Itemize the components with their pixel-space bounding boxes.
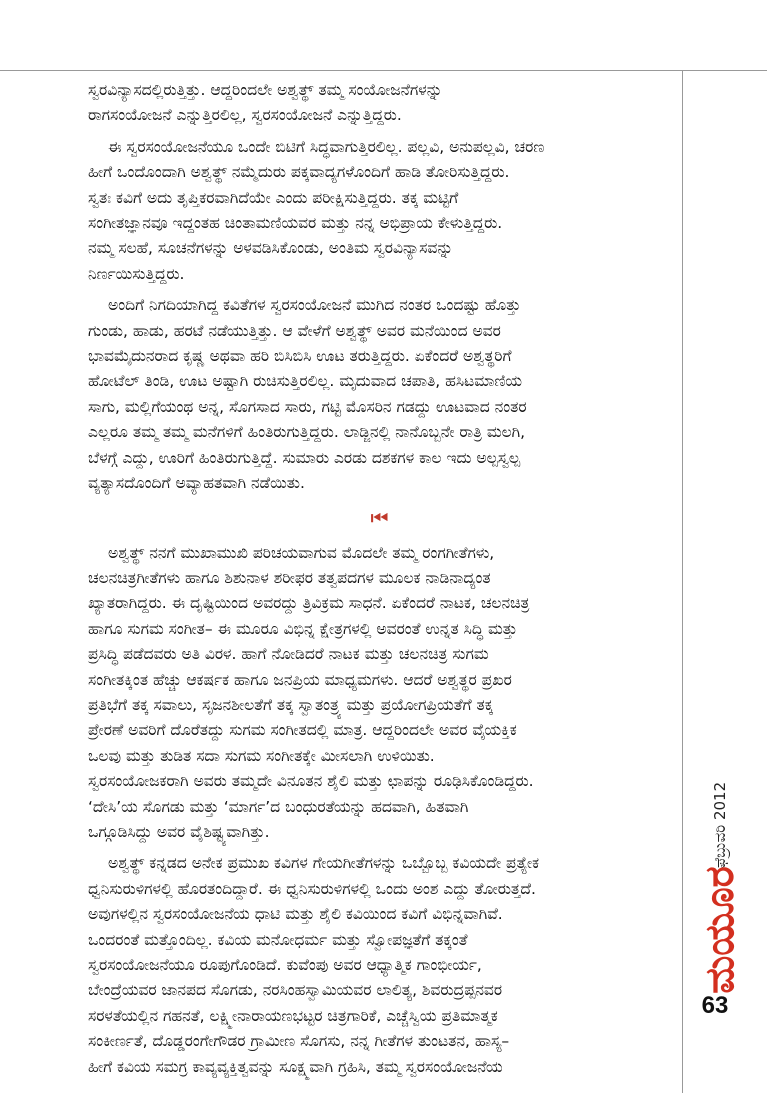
issue-label-text: ಫೆಬ್ರುವರಿ 2012 <box>711 781 730 869</box>
page-number: 63 <box>701 992 729 1019</box>
line: ನಮ್ಮ ಸಲಹೆ, ಸೂಚನೆಗಳನ್ನು ಅಳವಡಿಸಿಕೊಂಡು, ಅಂತಿಮ ಸ್ವರವಿನ್ಯಾಸವನ್ನು <box>88 239 453 258</box>
line: ಗುಂಡು, ಹಾಡು, ಹರಟೆ ನಡೆಯುತ್ತಿತ್ತು. ಆ ವೇಳೆಗೆ ಅಶ್ವತ್ಥ್ ಅವರ ಮನೆಯಿಂದ ಅವರ <box>88 321 501 340</box>
line: ಧ್ವನಿಸುರುಳಿಗಳಲ್ಲಿ ಹೊರತಂದಿದ್ದಾರೆ. ಈ ಧ್ವನಿಸುರುಳಿಗಳಲ್ಲಿ ಒಂದು ಅಂಶ ಎದ್ದು ತೋರುತ್ತದೆ. <box>88 879 536 898</box>
paragraph-1 <box>88 78 668 129</box>
line: ಅಶ್ವತ್ಥ್ ಕನ್ನಡದ ಅನೇಕ ಪ್ರಮುಖ ಕವಿಗಳ ಗೇಯಗೀತೆಗಳನ್ನು ಒಬ್ಬೊಬ್ಬ ಕವಿಯದೇ ಪ್ರತ್ಯೇಕ <box>108 854 540 873</box>
paragraph-5 <box>88 851 668 1080</box>
paragraph-2 <box>88 135 668 287</box>
line: ಹಾಗೂ ಸುಗಮ ಸಂಗೀತ– ಈ ಮೂರೂ ವಿಭಿನ್ನ ಕ್ಷೇತ್ರಗಳಲ್ಲಿ ಅವರಂತೆ ಉನ್ನತ ಸಿದ್ಧಿ ಮತ್ತು <box>88 619 518 638</box>
line: ಅವುಗಳಲ್ಲಿನ ಸ್ವರಸಂಯೋಜನೆಯ ಧಾಟಿ ಮತ್ತು ಶೈಲಿ ಕವಿಯಿಂದ ಕವಿಗೆ ವಿಭಿನ್ನವಾಗಿವೆ. <box>88 905 503 924</box>
line: ಹೋಟೆಲ್ ತಿಂಡಿ, ಊಟ ಅಷ್ಟಾಗಿ ರುಚಿಸುತ್ತಿರಲಿಲ್ಲ. ಮೃದುವಾದ ಚಪಾತಿ, ಹಸಿಟಮಾಣಿಯ <box>88 372 523 391</box>
paragraph-4 <box>88 541 668 846</box>
line: ಹೀಗೆ ಒಂದೊಂದಾಗಿ ಅಶ್ವತ್ಥ್ ನಮ್ಮೆದುರು ಪಕ್ಕವಾದ್ಯಗಳೊಂದಿಗೆ ಹಾಡಿ ತೋರಿಸುತ್ತಿದ್ದರು. <box>88 163 510 182</box>
line: ಒಲವು ಮತ್ತು ತುಡಿತ ಸದಾ ಸುಗಮ ಸಂಗೀತಕ್ಕೇ ಮೀಸಲಾಗಿ ಉಳಿಯಿತು. <box>88 746 435 765</box>
line: ಸ್ವತಃ ಕವಿಗೆ ಅದು ತೃಪ್ತಿಕರವಾಗಿದೆಯೇ ಎಂದು ಪರೀಕ್ಷಿಸುತ್ತಿದ್ದರು. ತಕ್ಕ ಮಟ್ಟಿಗೆ <box>88 188 459 207</box>
line: ಪ್ರೇರಣೆ ಅವರಿಗೆ ದೊರೆತದ್ದು ಸುಗಮ ಸಂಗೀತದಲ್ಲಿ ಮಾತ್ರ. ಆದ್ದರಿಂದಲೇ ಅವರ ವೈಯಕ್ತಿಕ <box>88 721 517 740</box>
side-rule <box>682 70 683 1093</box>
line: ಸರಳತೆಯಲ್ಲಿನ ಗಹನತೆ, ಲಕ್ಷ್ಮೀನಾರಾಯಣಭಟ್ಟರ ಚಿತ್ರಗಾರಿಕೆ, ಎಚ್ಚೆಸ್ವಿಯ ಪ್ರತಿಮಾತ್ಮಕ <box>88 1006 498 1025</box>
line: ಸಂಗೀತಕ್ಕಿಂತ ಹೆಚ್ಚು ಆಕರ್ಷಕ ಹಾಗೂ ಜನಪ್ರಿಯ ಮಾಧ್ಯಮಗಳು. ಆದರೆ ಅಶ್ವತ್ಥರ ಪ್ರಖರ <box>88 670 512 689</box>
paragraph-3 <box>88 293 668 496</box>
line: ನಿರ್ಣಯಿಸುತ್ತಿದ್ದರು. <box>88 264 185 283</box>
line: ಸ್ವರಸಂಯೋಜಕರಾಗಿ ಅವರು ತಮ್ಮದೇ ವಿನೂತನ ಶೈಲಿ ಮತ್ತು ಛಾಪನ್ನು ರೂಢಿಸಿಕೊಂಡಿದ್ದರು. <box>88 772 534 791</box>
line: ಎಲ್ಲರೂ ತಮ್ಮ ತಮ್ಮ ಮನೆಗಳಿಗೆ ಹಿಂತಿರುಗುತ್ತಿದ್ದರು. ಲಾಡ್ಜಿನಲ್ಲಿ ನಾನೊಬ್ಬನೇ ರಾತ್ರಿ ಮಲಗಿ, <box>88 423 526 442</box>
article-body <box>88 78 668 1086</box>
line: ಪ್ರತಿಭೆಗೆ ತಕ್ಕ ಸವಾಲು, ಸೃಜನಶೀಲತೆಗೆ ತಕ್ಕ ಸ್ವಾತಂತ್ರ್ಯ ಮತ್ತು ಪ್ರಯೋಗಪ್ರಿಯತೆಗೆ ತಕ್ಕ <box>88 695 494 714</box>
line: ಪ್ರಸಿದ್ಧಿ ಪಡೆದವರು ಅತಿ ವಿರಳ. ಹಾಗೆ ನೋಡಿದರೆ ನಾಟಕ ಮತ್ತು ಚಲನಚಿತ್ರ ಸುಗಮ <box>88 645 489 664</box>
line: ಬೇಂದ್ರೆಯವರ ಜಾನಪದ ಸೊಗಡು, ನರಸಿಂಹಸ್ವಾಮಿಯವರ ಲಾಲಿತ್ಯ, ಶಿವರುದ್ರಪ್ಪನವರ <box>88 981 503 1000</box>
line: ಸ್ವರವಿನ್ಯಾಸದಲ್ಲಿರುತ್ತಿತ್ತು. ಆದ್ದರಿಂದಲೇ ಅಶ್ವತ್ಥ್ ತಮ್ಮ ಸಂಯೋಜನೆಗಳನ್ನು <box>88 81 443 99</box>
line: ಅಂದಿಗೆ ನಿಗದಿಯಾಗಿದ್ದ ಕವಿತೆಗಳ ಸ್ವರಸಂಯೋಜನೆ ಮುಗಿದ ನಂತರ ಒಂದಷ್ಟು ಹೊತ್ತು <box>108 296 521 315</box>
line: ಈ ಸ್ವರಸಂಯೋಜನೆಯೂ ಒಂದೇ ಬಿಟಿಗೆ ಸಿದ್ಧವಾಗುತ್ತಿರಲಿಲ್ಲ. ಪಲ್ಲವಿ, ಅನುಪಲ್ಲವಿ, ಚರಣ <box>108 137 545 156</box>
line: ಒಂದರಂತೆ ಮತ್ತೊಂದಿಲ್ಲ. ಕವಿಯ ಮನೋಧರ್ಮ ಮತ್ತು ಸ್ವೋಪಜ್ಞತೆಗೆ ತಕ್ಕಂತೆ <box>88 930 468 949</box>
line: ಸ್ವರಸಂಯೋಜನೆಯೂ ರೂಪುಗೊಂಡಿದೆ. ಕುವೆಂಪು ಅವರ ಆಧ್ಯಾತ್ಮಿಕ ಗಾಂಭೀರ್ಯ, <box>88 956 482 974</box>
line: ಸಂಗೀತಜ್ಞಾನವೂ ಇದ್ದಂತಹ ಚಿಂತಾಮಣಿಯವರ ಮತ್ತು ನನ್ನ ಅಭಿಪ್ರಾಯ ಕೇಳುತ್ತಿದ್ದರು. <box>88 214 503 233</box>
line: ಖ್ಯಾತರಾಗಿದ್ದರು. ಈ ದೃಷ್ಟಿಯಿಂದ ಅವರದ್ದು ತ್ರಿವಿಕ್ರಮ ಸಾಧನೆ. ಏಕೆಂದರೆ ನಾಟಕ, ಚಲನಚಿತ್ರ <box>88 594 530 613</box>
magazine-logo <box>690 866 750 994</box>
line: ಭಾವಮೈದುನರಾದ ಕೃಷ್ಣ ಅಥವಾ ಹರಿ ಬಿಸಿಬಿಸಿ ಊಟ ತರುತ್ತಿದ್ದರು. ಏಕೆಂದರೆ ಅಶ್ವತ್ಥರಿಗೆ <box>88 347 512 366</box>
line: ಒಗ್ಗೂಡಿಸಿದ್ದು ಅವರ ವೈಶಿಷ್ಟ್ಯವಾಗಿತ್ತು. <box>88 822 270 841</box>
line: ಬೆಳಗ್ಗೆ ಎದ್ದು, ಊರಿಗೆ ಹಿಂತಿರುಗುತ್ತಿದ್ದೆ. ಸುಮಾರು ಎರಡು ದಶಕಗಳ ಕಾಲ ಇದು ಅಲ್ಪಸ್ವಲ್ಪ <box>88 448 521 467</box>
line: ‘ದೇಸಿ’ಯ ಸೊಗಡು ಮತ್ತು ‘ಮಾರ್ಗ’ದ ಬಂಧುರತೆಯನ್ನು ಹದವಾಗಿ, ಹಿತವಾಗಿ <box>88 797 469 816</box>
section-divider-icon: ⏮ <box>370 505 386 530</box>
issue-label <box>690 781 750 869</box>
top-rule <box>0 70 767 71</box>
line: ವ್ಯತ್ಯಾಸದೊಂದಿಗೆ ಅವ್ಯಾಹತವಾಗಿ ನಡೆಯಿತು. <box>88 474 305 493</box>
line: ಸಾಗು, ಮಲ್ಲಿಗೆಯಂಥ ಅನ್ನ, ಸೊಗಸಾದ ಸಾರು, ಗಟ್ಟಿ ಮೊಸರಿನ ಗಡದ್ದು ಊಟವಾದ ನಂತರ <box>88 397 527 416</box>
line: ಹೀಗೆ ಕವಿಯ ಸಮಗ್ರ ಕಾವ್ಯವ್ಯಕ್ತಿತ್ವವನ್ನು ಸೂಕ್ಷ್ಮವಾಗಿ ಗ್ರಹಿಸಿ, ತಮ್ಮ ಸ್ವರಸಂಯೋಜನೆಯ <box>88 1057 503 1076</box>
line: ಅಶ್ವತ್ಥ್ ನನಗೆ ಮುಖಾಮುಖಿ ಪರಿಚಯವಾಗುವ ಮೊದಲೇ ತಮ್ಮ ರಂಗಗೀತೆಗಳು, <box>108 543 495 562</box>
line: ಸಂಕೀರ್ಣತೆ, ದೊಡ್ಡರಂಗೇಗೌಡರ ಗ್ರಾಮೀಣ ಸೊಗಸು, ನನ್ನ ಗೀತೆಗಳ ತುಂಟತನ, ಹಾಸ್ಯ– <box>88 1032 510 1051</box>
line: ಚಲನಚಿತ್ರಗೀತೆಗಳು ಹಾಗೂ ಶಿಶುನಾಳ ಶರೀಫರ ತತ್ವಪದಗಳ ಮೂಲಕ ನಾಡಿನಾದ್ಯಂತ <box>88 568 491 587</box>
line: ರಾಗಸಂಯೋಜನೆ ಎನ್ನುತ್ತಿರಲಿಲ್ಲ, ಸ್ವರಸಂಯೋಜನೆ ಎನ್ನುತ್ತಿದ್ದರು. <box>88 106 402 125</box>
magazine-logo-text: ಮಯೂರ <box>697 866 743 994</box>
